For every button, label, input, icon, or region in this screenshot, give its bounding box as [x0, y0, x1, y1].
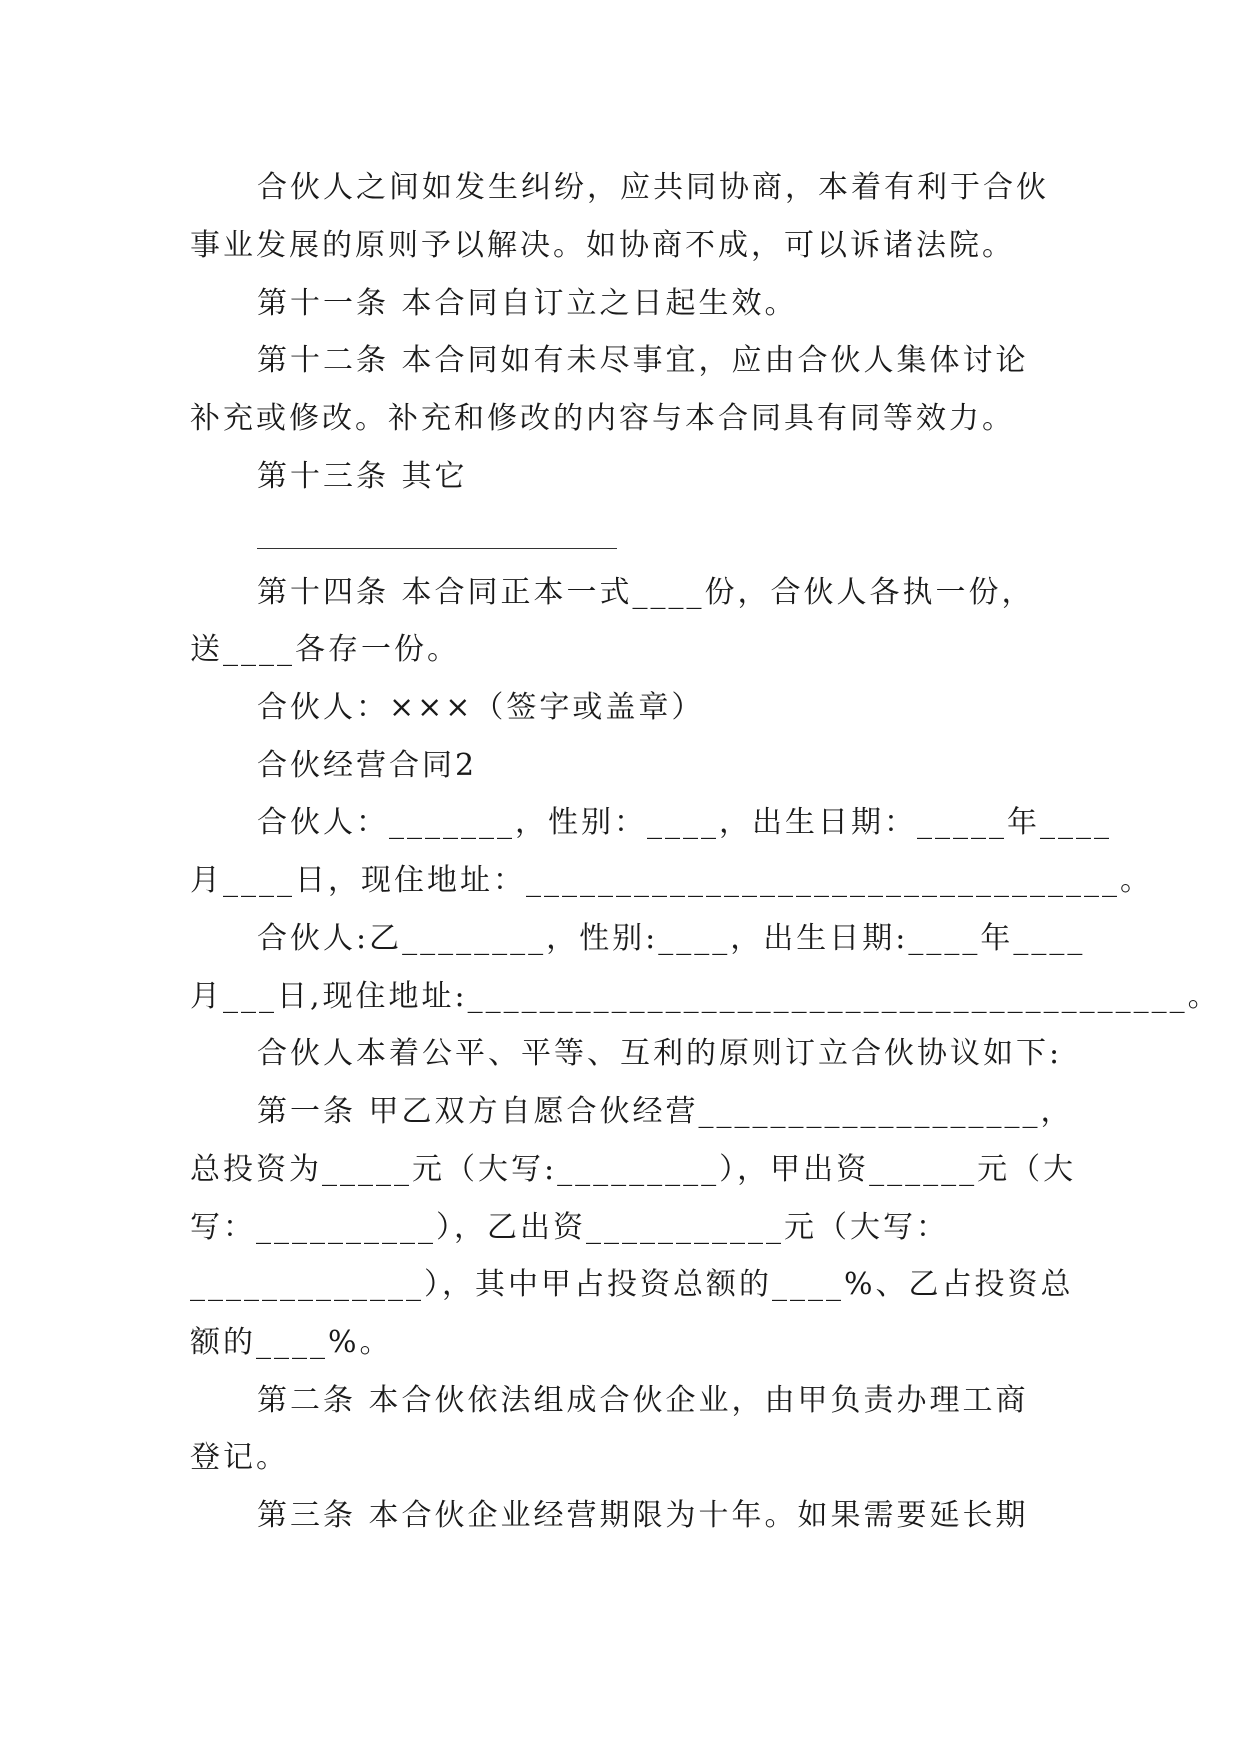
signature-line: 合伙人：×××（签字或盖章）	[257, 690, 705, 725]
article-2: 第二条 本合伙依法组成合伙企业，由甲负责办理工商	[257, 1383, 1029, 1418]
paragraph-line: 写：__________），乙出资___________元（大写：	[190, 1210, 949, 1245]
partner-a-address: 月____日，现住地址：_________________________________。	[190, 863, 1153, 898]
article-1: 第一条 甲乙双方自愿合伙经营___________________，	[257, 1094, 1074, 1129]
article-12: 第十二条 本合同如有未尽事宜，应由合伙人集体讨论	[257, 343, 1029, 378]
article-13: 第十三条 其它	[257, 459, 468, 494]
blank-rule	[257, 548, 617, 549]
partner-a-line: 合伙人：_______，性别：____，出生日期：_____年____	[257, 805, 1112, 840]
paragraph-line: 事业发展的原则予以解决。如协商不成，可以诉诸法院。	[190, 228, 1015, 263]
partner-b-address: 月___日,现住地址:________________________________________。	[190, 979, 1221, 1014]
section-title: 合伙经营合同2	[257, 748, 478, 783]
paragraph-line: 总投资为_____元（大写:_________），甲出资______元（大	[190, 1152, 1077, 1187]
paragraph-line: _____________），其中甲占投资总额的____%、乙占投资总	[190, 1267, 1074, 1302]
paragraph-line: 登记。	[190, 1440, 289, 1475]
paragraph-line: 补充或修改。补充和修改的内容与本合同具有同等效力。	[190, 401, 1015, 436]
paragraph-line: 额的____%。	[190, 1325, 393, 1360]
article-3: 第三条 本合伙企业经营期限为十年。如果需要延长期	[257, 1498, 1029, 1533]
article-11: 第十一条 本合同自订立之日起生效。	[257, 286, 798, 321]
article-14: 第十四条 本合同正本一式____份，合伙人各执一份，	[257, 575, 1035, 610]
agreement-intro: 合伙人本着公平、平等、互利的原则订立合伙协议如下:	[257, 1036, 1063, 1071]
partner-b-line: 合伙人:乙________，性别:____，出生日期:____年____	[257, 921, 1086, 956]
paragraph-line: 送____各存一份。	[190, 632, 460, 667]
paragraph-line: 合伙人之间如发生纠纷，应共同协商，本着有利于合伙	[257, 170, 1049, 205]
